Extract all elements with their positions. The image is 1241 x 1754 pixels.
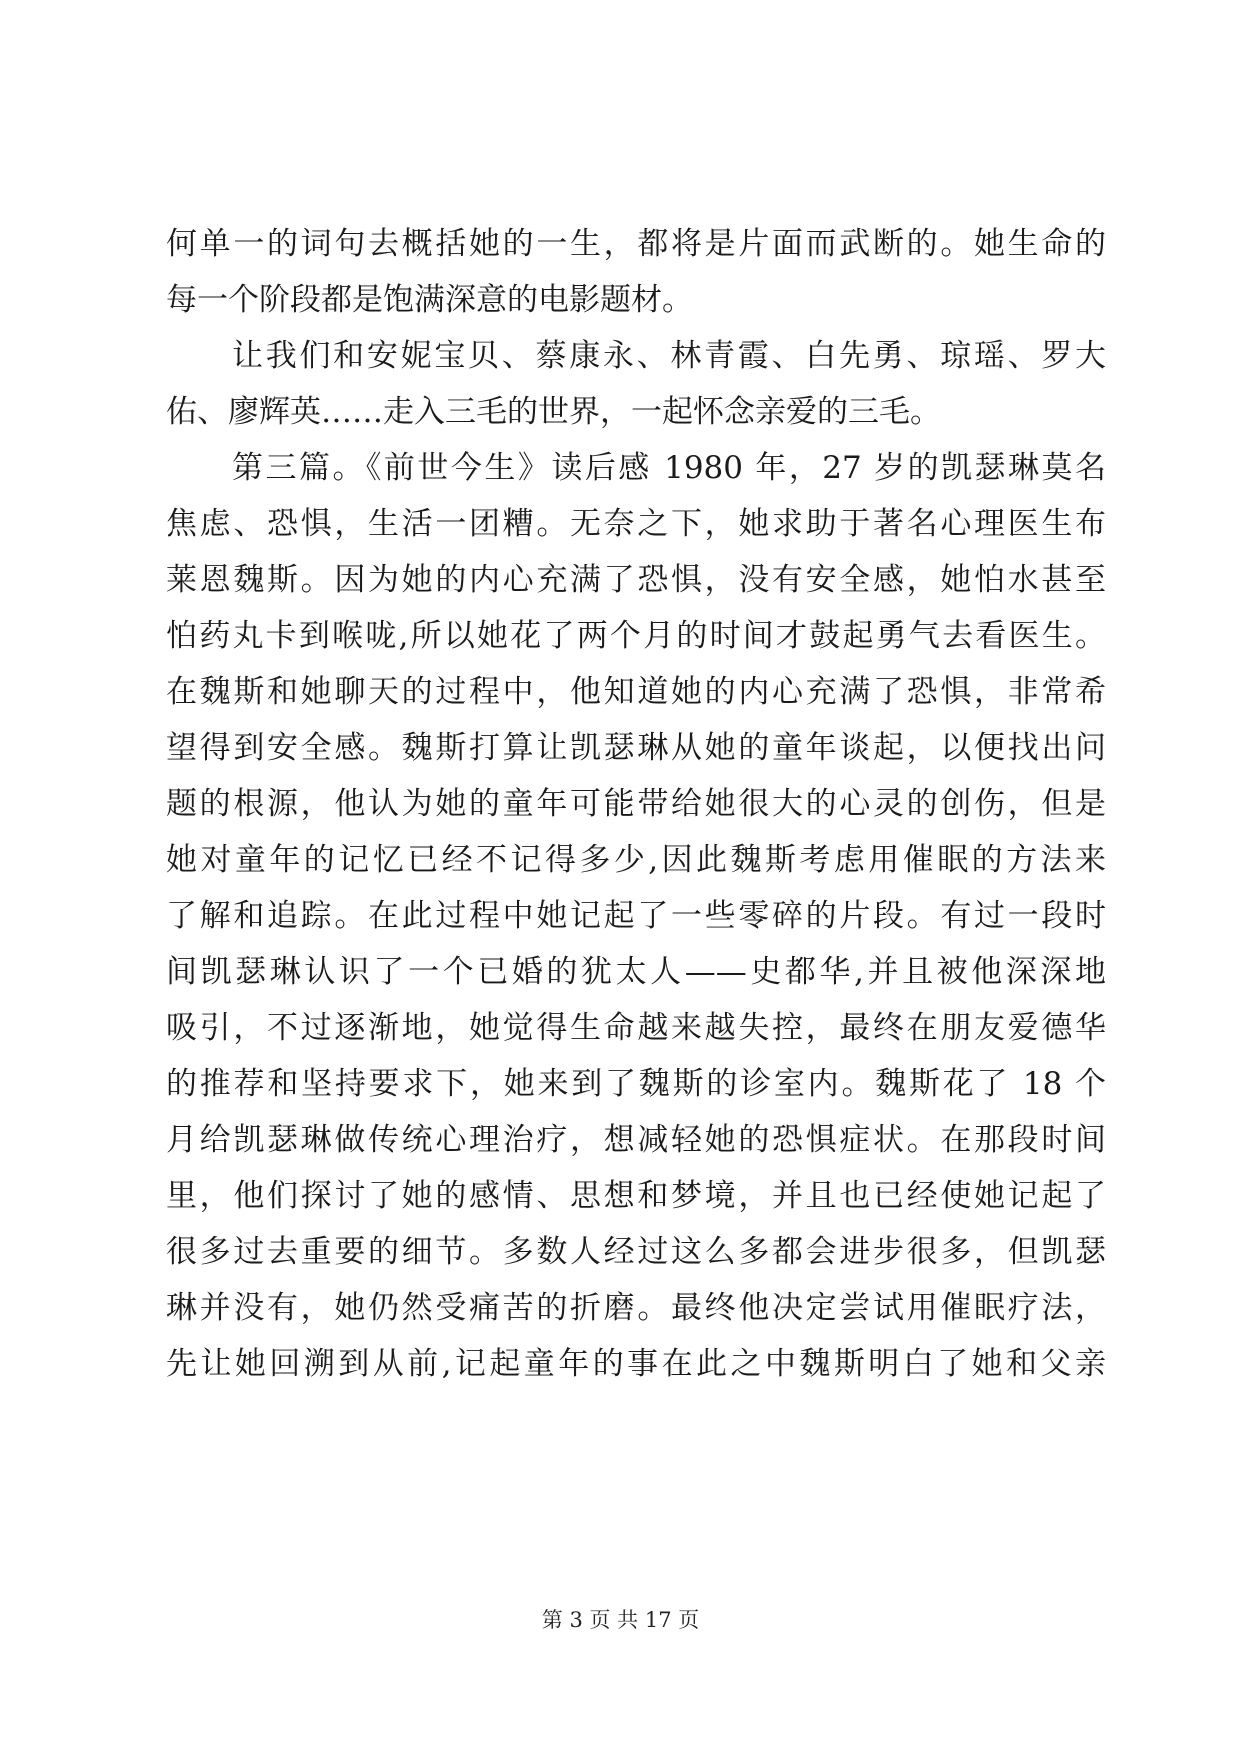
text-line: 怕药丸卡到喉咙,所以她花了两个月的时间才鼓起勇气去看医生。 <box>166 618 1106 654</box>
text-line: 间凯瑟琳认识了一个已婚的犹太人——史都华,并且被他深深地 <box>166 954 1106 990</box>
text-line: 题的根源，他认为她的童年可能带给她很大的心灵的创伤，但是 <box>166 786 1106 822</box>
text-line: 她对童年的记忆已经不记得多少,因此魏斯考虑用催眠的方法来 <box>166 842 1106 878</box>
text-line: 里，他们探讨了她的感情、思想和梦境，并且也已经使她记起了 <box>166 1178 1106 1214</box>
page-number-footer: 第 3 页 共 17 页 <box>541 1608 700 1632</box>
text-line: 了解和追踪。在此过程中她记起了一些零碎的片段。有过一段时 <box>166 898 1106 934</box>
text-line: 的推荐和坚持要求下，她来到了魏斯的诊室内。魏斯花了 18 个 <box>166 1066 1106 1102</box>
text-line: 望得到安全感。魏斯打算让凯瑟琳从她的童年谈起，以便找出问 <box>166 730 1106 766</box>
text-line: 先让她回溯到从前,记起童年的事在此之中魏斯明白了她和父亲 <box>166 1346 1106 1382</box>
text-line: 第三篇。《前世今生》读后感 1980 年，27 岁的凯瑟琳莫名 <box>232 450 1106 486</box>
text-line: 让我们和安妮宝贝、蔡康永、林青霞、白先勇、琼瑶、罗大 <box>232 338 1106 374</box>
text-line: 莱恩魏斯。因为她的内心充满了恐惧，没有安全感，她怕水甚至 <box>166 562 1106 598</box>
text-line: 在魏斯和她聊天的过程中，他知道她的内心充满了恐惧，非常希 <box>166 674 1106 710</box>
text-line: 佑、廖辉英……走入三毛的世界，一起怀念亲爱的三毛。 <box>166 394 941 430</box>
text-line: 何单一的词句去概括她的一生，都将是片面而武断的。她生命的 <box>166 226 1106 262</box>
text-line: 焦虑、恐惧，生活一团糟。无奈之下，她求助于著名心理医生布 <box>166 506 1106 542</box>
text-line: 每一个阶段都是饱满深意的电影题材。 <box>166 282 693 318</box>
text-line: 吸引，不过逐渐地，她觉得生命越来越失控，最终在朋友爱德华 <box>166 1010 1106 1046</box>
text-line: 月给凯瑟琳做传统心理治疗，想减轻她的恐惧症状。在那段时间 <box>166 1122 1106 1158</box>
text-line: 琳并没有，她仍然受痛苦的折磨。最终他决定尝试用催眠疗法， <box>166 1290 1106 1326</box>
text-line: 很多过去重要的细节。多数人经过这么多都会进步很多，但凯瑟 <box>166 1234 1106 1270</box>
